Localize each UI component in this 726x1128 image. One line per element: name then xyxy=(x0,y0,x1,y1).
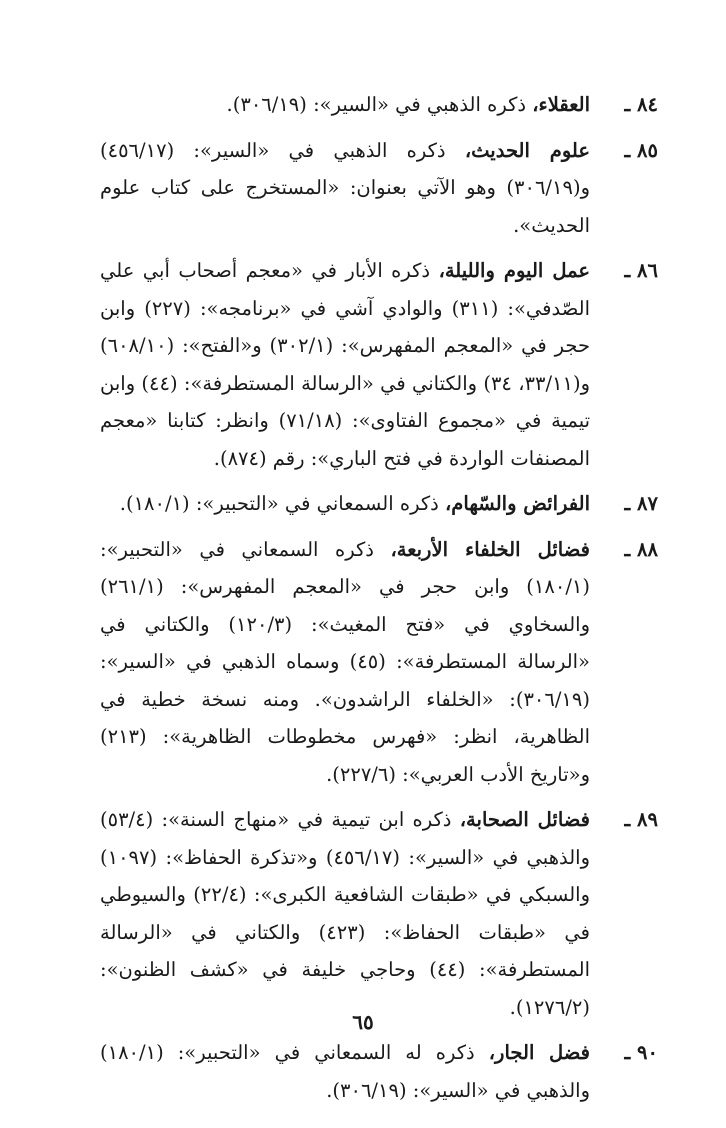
entry-title: فضائل الخلفاء الأربعة، xyxy=(390,537,590,561)
entry-number: ٨٨ ـ xyxy=(624,537,658,561)
entry-text: ذكره الذهبي في «السير»: (٤٥٦/١٧) و(٣٠٦/١٩) وهو الآتي بعنوان: «المستخرج على كتاب علوم الحديث». xyxy=(100,138,590,237)
entries-list xyxy=(100,86,658,1117)
entry-87 xyxy=(100,485,658,523)
entry-text: ذكره له السمعاني في «التحبير»: (١٨٠/١) والذهبي في «السير»: (٣٠٦/١٩). xyxy=(100,1041,590,1102)
entry-number: ٩٠ ـ xyxy=(624,1041,658,1064)
entry-text: ذكره ابن تيمية في «منهاج السنة»: (٥٣/٤) والذهبي في «السير»: (٤٥٦/١٧) و«تذكرة الحفاظ»: (١٠٩٧) والسبكي في «طبقات الشافعية الكبرى»: (٢٢/٤) والسيوطي في «طبقات الحفاظ»: (٤٢٣) والكتاني في «الرسالة المستطرفة»: (٤٤) وحاجي خليفة في «كشف الظنون»: (١٢٧٦/٢). xyxy=(100,808,590,1019)
entry-90 xyxy=(100,1034,658,1109)
entry-number: ٨٦ ـ xyxy=(624,259,658,282)
entry-84 xyxy=(100,86,658,124)
entry-text: ذكره الأبار في «معجم أصحاب أبي علي الصّدفي»: (٣١١) والوادي آشي في «برنامجه»: (٢٢٧) وابن حجر في «المعجم المفهرس»: (٣٠٢/١) و«الفتح»: (٦٠٨/١٠) و(٣٣/١١، ٣٤) والكتاني في «الرسالة المستطرفة»: (٤٤) وابن تيمية في «مجموع الفتاوى»: (٧١/١٨) وانظر: كتابنا «معجم المصنفات الواردة في فتح الباري»: رقم (٨٧٤). xyxy=(100,259,591,470)
entry-text: ذكره السمعاني في «التحبير»: (١٨٠/١) وابن حجر في «المعجم المفهرس»: (٢٦١/١) والسخاوي في «فتح المغيث»: (١٢٠/٣) والكتاني في «الرسالة المستطرفة»: (٤٥) وسماه الذهبي في «السير»: (٣٠٦/١٩): «الخلفاء الراشدون». ومنه نسخة خطية في الظاهرية، انظر: «فهرس مخطوطات الظاهرية»: (٢١٣) و«تاريخ الأدب العربي»: (٢٢٧/٦). xyxy=(100,537,590,786)
entry-89 xyxy=(100,801,658,1026)
entry-title: فضل الجار، xyxy=(488,1041,591,1064)
entry-number: ٨٥ ـ xyxy=(624,138,658,162)
entry-88 xyxy=(100,531,658,794)
entry-number: ٨٧ ـ xyxy=(624,492,658,515)
entry-text: ذكره الذهبي في «السير»: (٣٠٦/١٩). xyxy=(226,93,533,116)
entry-title: عمل اليوم والليلة، xyxy=(438,259,591,282)
entry-86 xyxy=(100,252,658,477)
page-number: ٦٥ xyxy=(352,1010,374,1034)
entry-title: علوم الحديث، xyxy=(464,138,591,162)
entry-number: ٨٩ ـ xyxy=(624,808,658,831)
entry-title: العقلاء، xyxy=(532,93,590,116)
entry-text: ذكره السمعاني في «التحبير»: (١٨٠/١). xyxy=(119,492,446,515)
entry-number: ٨٤ ـ xyxy=(624,93,658,116)
entry-85 xyxy=(100,132,658,245)
entry-title: فضائل الصحابة، xyxy=(459,808,590,831)
entry-title: الفرائض والسّهام، xyxy=(445,492,590,515)
